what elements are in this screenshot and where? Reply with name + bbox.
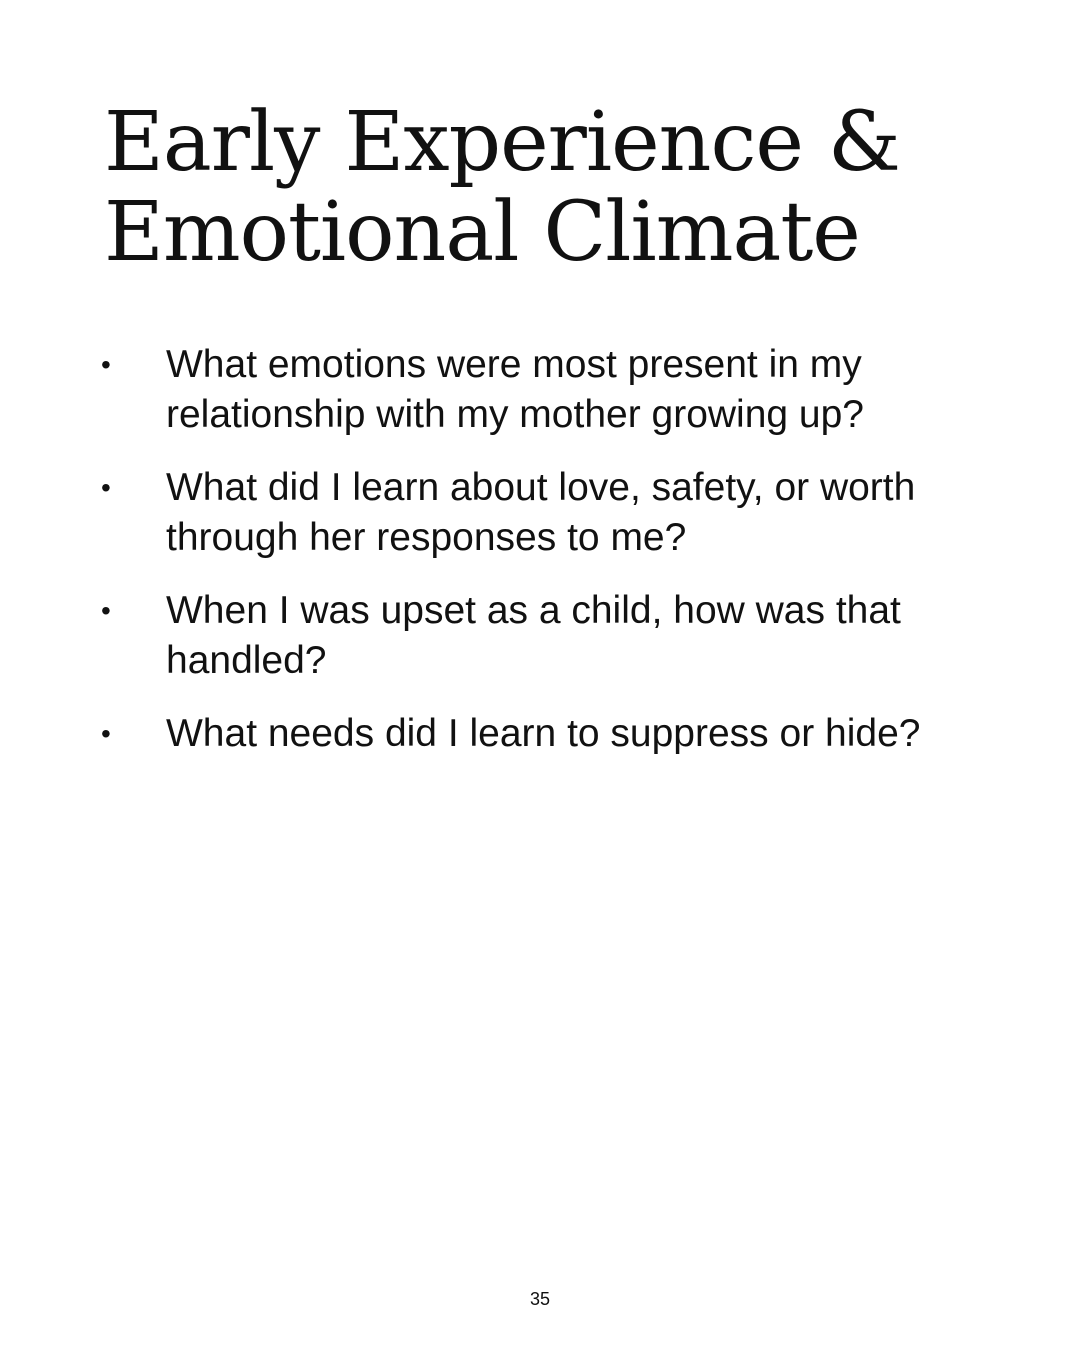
reflection-question-item xyxy=(0,463,956,563)
title-line-2: Emotional Climate xyxy=(104,185,860,280)
reflection-question-text: What needs did I learn to suppress or hide? xyxy=(166,712,921,755)
bullet-icon: • xyxy=(101,472,111,503)
bullet-icon: • xyxy=(101,718,111,749)
reflection-question-text: When I was upset as a child, how was that handled? xyxy=(166,589,901,682)
page-number: 35 xyxy=(529,1289,551,1309)
reflection-question-item xyxy=(0,709,956,759)
reflection-question-item xyxy=(0,340,956,440)
page-title xyxy=(104,95,1004,280)
title-line-1: Early Experience & xyxy=(104,95,900,190)
bullet-icon: • xyxy=(101,349,111,380)
reflection-question-list xyxy=(0,340,1080,782)
bullet-icon: • xyxy=(101,595,111,626)
reflection-question-text: What emotions were most present in my relationship with my mother growing up? xyxy=(166,343,865,436)
reflection-question-text: What did I learn about love, safety, or worth through her responses to me? xyxy=(166,466,916,559)
reflection-question-item xyxy=(0,586,956,686)
